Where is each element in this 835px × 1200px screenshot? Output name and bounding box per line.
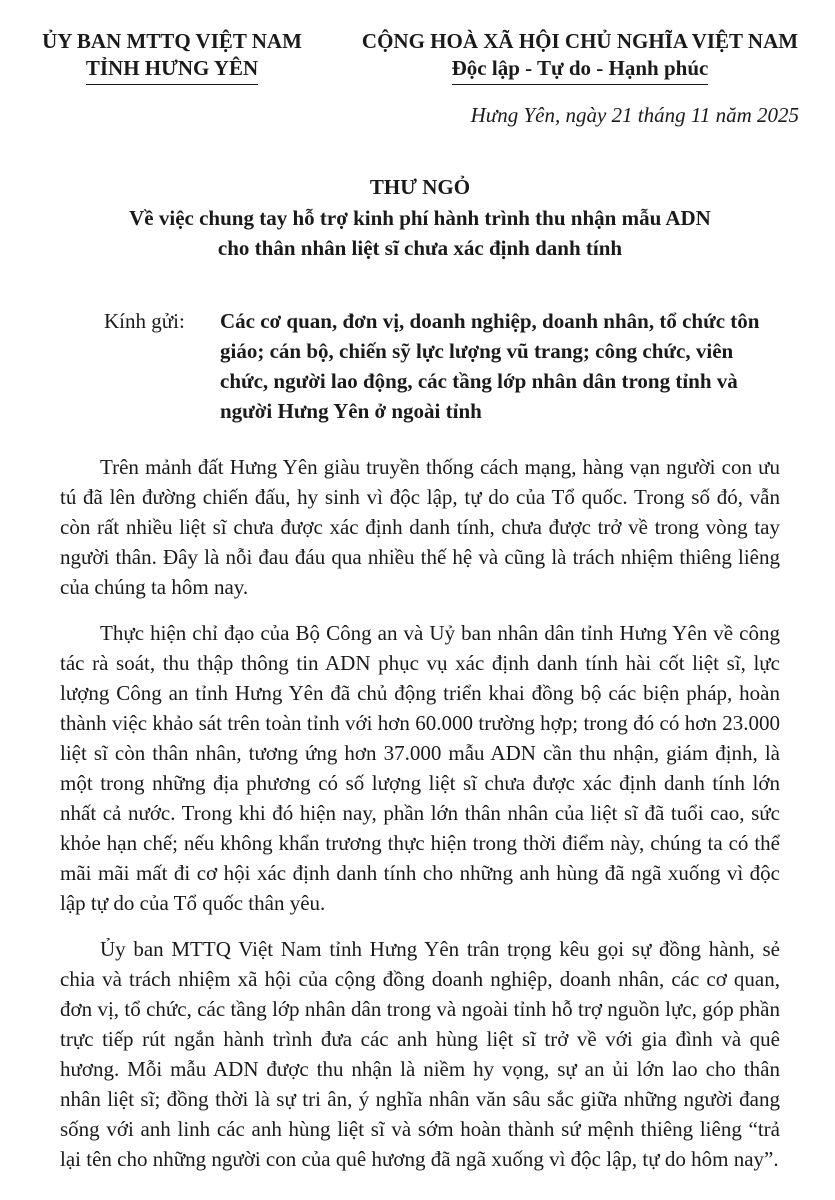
- nation-name: CỘNG HOÀ XÃ HỘI CHỦ NGHĨA VIỆT NAM: [361, 29, 799, 53]
- document-title: [40, 172, 800, 263]
- body-paragraph-1: Trên mảnh đất Hưng Yên giàu truyền thống cách mạng, hàng vạn người con ưu tú đã lên đường chiến đấu, hy sinh vì độc lập, tự do của Tổ quốc. Trong số đó, vẫn còn rất nhiều liệt sĩ chưa được xác định danh tính, chưa được trở về trong vòng tay người thân. Đây là nỗi đau đáu qua nhiều thế hệ và cũng là trách nhiệm thiêng liêng của chúng ta hôm nay.: [60, 455, 780, 599]
- body-paragraph-3: Ủy ban MTTQ Việt Nam tỉnh Hưng Yên trân trọng kêu gọi sự đồng hành, sẻ chia và trách nhiệm xã hội của cộng đồng doanh nghiệp, doanh nhân, các cơ quan, đơn vị, tổ chức, các tầng lớp nhân dân trong và ngoài tỉnh hỗ trợ nguồn lực, góp phần trực tiếp rút ngắn hành trình đưa các anh hùng liệt sĩ trở về với gia đình và quê hương. Mỗi mẫu ADN được thu nhận là niềm hy vọng, sự an ủi lớn lao cho thân nhân liệt sĩ; đồng thời là sự tri ân, ý nghĩa nhân văn sâu sắc giữa những người đang sống với anh linh các anh hùng liệt sĩ và sớm hoàn thành sứ mệnh thiêng liêng “trả lại tên cho những người con của quê hương đã ngã xuống vì độc lập, tự do hôm nay”.: [60, 937, 780, 1171]
- addressee-recipients: Các cơ quan, đơn vị, doanh nghiệp, doanh nhân, tổ chức tôn giáo; cán bộ, chiến sỹ lực lượng vũ trang; công chức, viên chức, người lao động, các tầng lớp nhân dân trong tỉnh và người Hưng Yên ở ngoài tỉnh: [220, 309, 760, 423]
- national-heading: [330, 28, 830, 85]
- national-motto: Độc lập - Tự do - Hạnh phúc: [452, 55, 709, 85]
- issuing-organization: [22, 28, 322, 85]
- addressee-label: Kính gửi:: [104, 309, 185, 333]
- title-subject-line2: cho thân nhân liệt sĩ chưa xác định danh tính: [217, 236, 623, 260]
- title-main: THƯ NGỎ: [369, 175, 471, 199]
- body-paragraph-2: Thực hiện chỉ đạo của Bộ Công an và Uỷ ban nhân dân tỉnh Hưng Yên về công tác rà soát, thu thập thông tin ADN phục vụ xác định danh tính hài cốt liệt sĩ, lực lượng Công an tỉnh Hưng Yên đã chủ động triển khai đồng bộ các biện pháp, hoàn thành việc khảo sát trên toàn tỉnh với hơn 60.000 trường hợp; trong đó có hơn 23.000 liệt sĩ còn thân nhân, tương ứng hơn 37.000 mẫu ADN cần thu nhận, giám định, là một trong những địa phương có số lượng liệt sĩ chưa được xác định danh tính lớn nhất cả nước. Trong khi đó hiện nay, phần lớn thân nhân của liệt sĩ đã tuổi cao, sức khỏe hạn chế; nếu không khẩn trương thực hiện trong thời điểm này, chúng ta có thể mãi mãi mất đi cơ hội xác định danh tính cho những anh hùng đã ngã xuống vì độc lập tự do của Tổ quốc thân yêu.: [60, 621, 780, 915]
- org-name: ỦY BAN MTTQ VIỆT NAM: [42, 29, 302, 53]
- title-subject-line1: Về việc chung tay hỗ trợ kinh phí hành trình thu nhận mẫu ADN: [129, 206, 711, 230]
- org-province: TỈNH HƯNG YÊN: [86, 55, 258, 85]
- document-date: Hưng Yên, ngày 21 tháng 11 năm 2025: [470, 103, 799, 127]
- letter-body: [60, 452, 780, 1190]
